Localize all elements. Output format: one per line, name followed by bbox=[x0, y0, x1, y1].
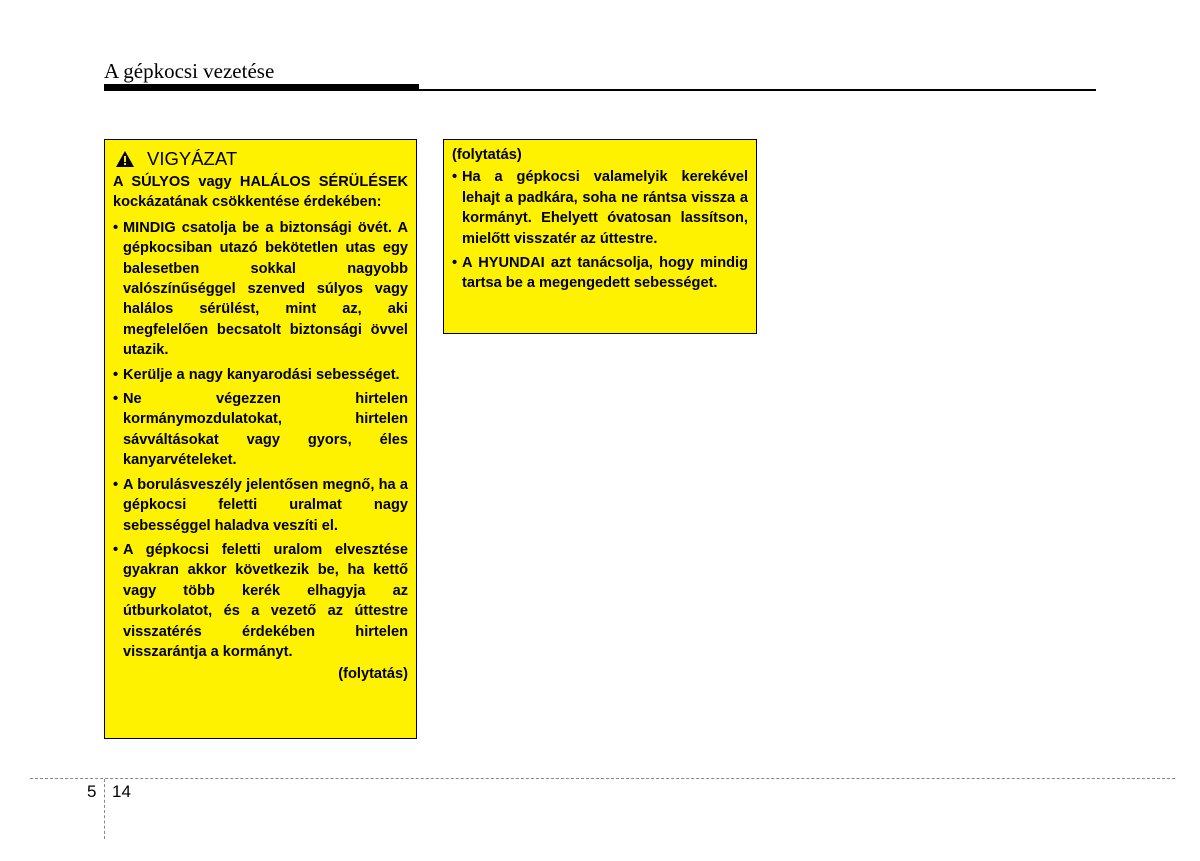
page-number: 14 bbox=[112, 782, 131, 801]
warning-list-left bbox=[113, 218, 408, 663]
list-item: • Ne végezzen hirtelen kormánymozdulatokat, hirtelen sávváltásokat vagy gyors, éles kanyarvételeket. bbox=[113, 389, 408, 471]
warning-list-right bbox=[452, 167, 748, 293]
warning-intro: A SÚLYOS vagy HALÁLOS SÉRÜLÉSEK kockázatának csökkentése érdekében: bbox=[113, 174, 408, 211]
page-header-title: A gépkocsi vezetése bbox=[104, 59, 275, 83]
list-item: • A gépkocsi feletti uralom elvesztése gyakran akkor következik be, ha kettő vagy több kerék elhagyja az útburkolatot, és a vezető az úttestre visszatérés érdekében hirtelen visszarántja a kormányt. bbox=[113, 540, 408, 662]
section-number: 5 bbox=[87, 782, 97, 801]
continued-label: (folytatás) bbox=[338, 666, 408, 683]
warning-box-right bbox=[443, 139, 757, 334]
warning-title: VIGYÁZAT bbox=[147, 148, 238, 169]
list-item: • Ha a gépkocsi valamelyik kerekével lehajt a padkára, soha ne rántsa vissza a kormányt. Ehelyett óvatosan lassítson, mielőtt visszatér az úttestre. bbox=[452, 167, 748, 249]
warning-triangle-icon bbox=[115, 150, 135, 168]
warning-title-row bbox=[115, 146, 408, 172]
continued-label: (folytatás) bbox=[452, 147, 522, 163]
header-rule-thick bbox=[104, 84, 419, 91]
list-item: • A HYUNDAI azt tanácsolja, hogy mindig tartsa be a megengedett sebességet. bbox=[452, 253, 748, 294]
list-item: • MINDIG csatolja be a biztonsági övét. A gépkocsiban utazó bekötetlen utas egy balesetben sokkal nagyobb valószínűséggel szenved súlyos vagy halálos sérülést, mint az, aki megfelelően becsatolt biztonsági övvel utazik. bbox=[113, 218, 408, 361]
list-item: • Kerülje a nagy kanyarodási sebességet. bbox=[113, 365, 408, 385]
list-item: • A borulásveszély jelentősen megnő, ha a gépkocsi feletti uralmat nagy sebességgel haladva veszíti el. bbox=[113, 475, 408, 536]
warning-box-left bbox=[104, 139, 417, 739]
header-rule-thin bbox=[419, 89, 1096, 91]
footer-dashed-divider bbox=[104, 779, 105, 839]
footer-dashed-rule bbox=[30, 778, 1175, 779]
